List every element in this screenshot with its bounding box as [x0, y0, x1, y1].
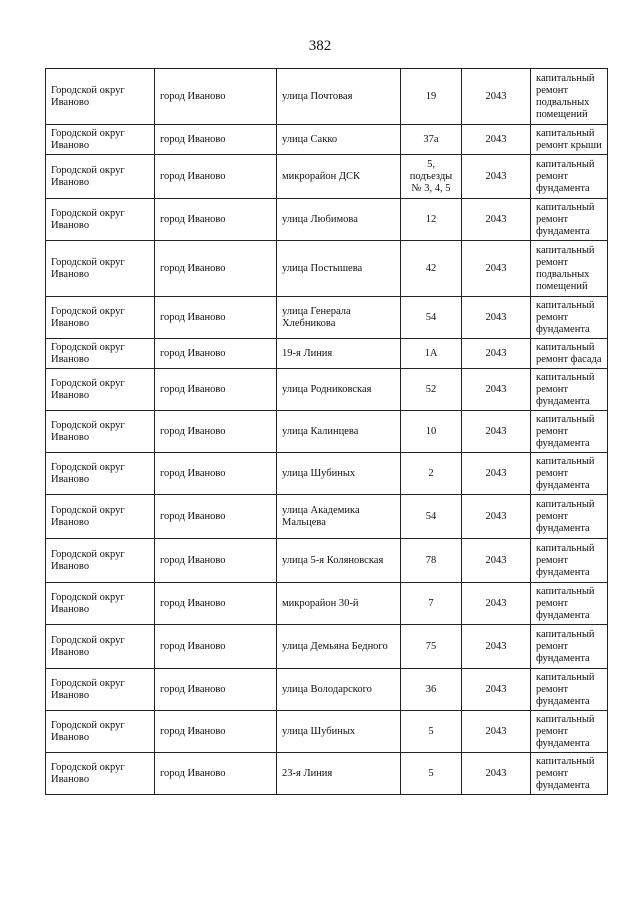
table-row	[46, 625, 608, 669]
house-number-cell-text: 19	[425, 90, 437, 102]
okrug-cell-text: Городской округ Иваново	[51, 504, 125, 528]
year-cell-text: 2043	[485, 90, 507, 102]
street-cell	[277, 199, 401, 241]
city-cell-text: город Иваново	[160, 640, 226, 652]
street-cell-text: улица Володарского	[282, 683, 372, 695]
work-type-cell	[531, 539, 608, 583]
work-type-cell	[531, 711, 608, 753]
house-number-cell	[401, 625, 462, 669]
street-cell	[277, 711, 401, 753]
street-cell-text: улица Шубиных	[282, 467, 356, 479]
year-cell-text: 2043	[485, 425, 507, 437]
street-cell	[277, 411, 401, 453]
okrug-cell	[46, 125, 155, 155]
house-number-cell	[401, 669, 462, 711]
city-cell-text: город Иваново	[160, 554, 226, 566]
house-number-cell-text: 75	[425, 640, 437, 652]
year-cell	[462, 125, 531, 155]
street-cell-text: 19-я Линия	[282, 347, 333, 359]
work-type-cell	[531, 495, 608, 539]
okrug-cell	[46, 711, 155, 753]
city-cell	[155, 669, 277, 711]
okrug-cell	[46, 69, 155, 125]
street-cell	[277, 339, 401, 369]
city-cell	[155, 125, 277, 155]
street-cell	[277, 453, 401, 495]
work-type-cell-text: капитальный ремонт фундамента	[536, 671, 595, 707]
house-number-cell	[401, 369, 462, 411]
okrug-cell-text: Городской округ Иваново	[51, 419, 125, 443]
year-cell-text: 2043	[485, 597, 507, 609]
house-number-cell-text: 37а	[423, 133, 439, 145]
work-type-cell	[531, 69, 608, 125]
city-cell-text: город Иваново	[160, 767, 226, 779]
year-cell-text: 2043	[485, 383, 507, 395]
work-type-cell-text: капитальный ремонт фасада	[536, 341, 602, 365]
street-cell-text: улица Родниковская	[282, 383, 372, 395]
table-row	[46, 369, 608, 411]
work-type-cell-text: капитальный ремонт фундамента	[536, 158, 595, 194]
work-type-cell	[531, 453, 608, 495]
city-cell	[155, 625, 277, 669]
okrug-cell	[46, 339, 155, 369]
house-number-cell-text: 5, подъезды № 3, 4, 5	[409, 158, 453, 194]
street-cell	[277, 155, 401, 199]
okrug-cell	[46, 753, 155, 795]
year-cell	[462, 753, 531, 795]
okrug-cell-text: Городской округ Иваново	[51, 719, 125, 743]
house-number-cell	[401, 753, 462, 795]
year-cell	[462, 241, 531, 297]
house-number-cell	[401, 453, 462, 495]
okrug-cell-text: Городской округ Иваново	[51, 591, 125, 615]
street-cell-text: улица Сакко	[282, 133, 338, 145]
house-number-cell	[401, 125, 462, 155]
house-number-cell	[401, 583, 462, 625]
year-cell-text: 2043	[485, 262, 507, 274]
table-row	[46, 495, 608, 539]
city-cell	[155, 199, 277, 241]
table-row	[46, 753, 608, 795]
city-cell-text: город Иваново	[160, 683, 226, 695]
house-number-cell	[401, 241, 462, 297]
okrug-cell	[46, 241, 155, 297]
year-cell	[462, 495, 531, 539]
year-cell	[462, 199, 531, 241]
work-type-cell-text: капитальный ремонт фундамента	[536, 585, 595, 621]
city-cell	[155, 495, 277, 539]
work-type-cell-text: капитальный ремонт фундамента	[536, 628, 595, 664]
table-row	[46, 339, 608, 369]
house-number-cell-text: 7	[428, 597, 434, 609]
year-cell-text: 2043	[485, 554, 507, 566]
city-cell	[155, 241, 277, 297]
work-type-cell-text: капитальный ремонт фундамента	[536, 755, 595, 791]
okrug-cell-text: Городской округ Иваново	[51, 761, 125, 785]
city-cell-text: город Иваново	[160, 213, 226, 225]
house-number-cell-text: 10	[425, 425, 437, 437]
house-number-cell	[401, 495, 462, 539]
okrug-cell-text: Городской округ Иваново	[51, 84, 125, 108]
okrug-cell-text: Городской округ Иваново	[51, 305, 125, 329]
table-row	[46, 125, 608, 155]
street-cell	[277, 669, 401, 711]
street-cell	[277, 69, 401, 125]
table-row	[46, 199, 608, 241]
house-number-cell	[401, 711, 462, 753]
city-cell	[155, 539, 277, 583]
city-cell-text: город Иваново	[160, 597, 226, 609]
city-cell-text: город Иваново	[160, 262, 226, 274]
table-row	[46, 669, 608, 711]
okrug-cell	[46, 583, 155, 625]
house-number-cell-text: 36	[425, 683, 437, 695]
okrug-cell-text: Городской округ Иваново	[51, 548, 125, 572]
city-cell	[155, 583, 277, 625]
house-number-cell-text: 54	[425, 510, 437, 522]
okrug-cell	[46, 495, 155, 539]
year-cell-text: 2043	[485, 311, 507, 323]
table-row	[46, 297, 608, 339]
work-type-cell	[531, 155, 608, 199]
okrug-cell	[46, 155, 155, 199]
okrug-cell-text: Городской округ Иваново	[51, 127, 125, 151]
street-cell-text: микрорайон 30-й	[282, 597, 359, 609]
street-cell-text: улица Демьяна Бедного	[282, 640, 388, 652]
repair-registry-table	[45, 68, 608, 795]
table-row	[46, 69, 608, 125]
street-cell-text: улица Постышева	[282, 262, 363, 274]
street-cell-text: микрорайон ДСК	[282, 170, 361, 182]
work-type-cell-text: капитальный ремонт подвальных помещений	[536, 72, 595, 120]
work-type-cell	[531, 753, 608, 795]
table-row	[46, 155, 608, 199]
work-type-cell-text: капитальный ремонт фундамента	[536, 299, 595, 335]
street-cell	[277, 583, 401, 625]
house-number-cell-text: 52	[425, 383, 437, 395]
work-type-cell	[531, 125, 608, 155]
year-cell-text: 2043	[485, 640, 507, 652]
city-cell-text: город Иваново	[160, 425, 226, 437]
city-cell	[155, 155, 277, 199]
street-cell	[277, 539, 401, 583]
work-type-cell-text: капитальный ремонт фундамента	[536, 713, 595, 749]
house-number-cell	[401, 199, 462, 241]
year-cell	[462, 625, 531, 669]
year-cell	[462, 155, 531, 199]
street-cell	[277, 625, 401, 669]
table-row	[46, 241, 608, 297]
okrug-cell	[46, 625, 155, 669]
street-cell-text: улица Шубиных	[282, 725, 356, 737]
city-cell	[155, 69, 277, 125]
year-cell	[462, 453, 531, 495]
okrug-cell-text: Городской округ Иваново	[51, 164, 125, 188]
year-cell-text: 2043	[485, 170, 507, 182]
work-type-cell	[531, 199, 608, 241]
city-cell-text: город Иваново	[160, 133, 226, 145]
city-cell-text: город Иваново	[160, 347, 226, 359]
year-cell	[462, 669, 531, 711]
okrug-cell-text: Городской округ Иваново	[51, 207, 125, 231]
city-cell	[155, 339, 277, 369]
year-cell-text: 2043	[485, 347, 507, 359]
table-row	[46, 411, 608, 453]
street-cell	[277, 369, 401, 411]
okrug-cell	[46, 669, 155, 711]
city-cell	[155, 453, 277, 495]
house-number-cell-text: 5	[428, 725, 434, 737]
house-number-cell-text: 42	[425, 262, 437, 274]
city-cell	[155, 411, 277, 453]
work-type-cell-text: капитальный ремонт крыши	[536, 127, 602, 151]
year-cell-text: 2043	[485, 725, 507, 737]
city-cell-text: город Иваново	[160, 311, 226, 323]
table-row	[46, 583, 608, 625]
work-type-cell-text: капитальный ремонт фундамента	[536, 413, 595, 449]
year-cell	[462, 539, 531, 583]
street-cell	[277, 125, 401, 155]
year-cell-text: 2043	[485, 683, 507, 695]
okrug-cell	[46, 453, 155, 495]
okrug-cell-text: Городской округ Иваново	[51, 634, 125, 658]
house-number-cell-text: 54	[425, 311, 437, 323]
street-cell-text: улица Генерала Хлебникова	[282, 305, 351, 329]
year-cell	[462, 711, 531, 753]
work-type-cell	[531, 625, 608, 669]
registry-table-body	[46, 69, 608, 795]
street-cell-text: улица Почтовая	[282, 90, 353, 102]
okrug-cell	[46, 369, 155, 411]
house-number-cell	[401, 339, 462, 369]
house-number-cell	[401, 539, 462, 583]
year-cell	[462, 339, 531, 369]
okrug-cell-text: Городской округ Иваново	[51, 461, 125, 485]
year-cell	[462, 369, 531, 411]
house-number-cell-text: 5	[428, 767, 434, 779]
street-cell-text: улица Академика Мальцева	[282, 504, 360, 528]
street-cell	[277, 495, 401, 539]
year-cell-text: 2043	[485, 133, 507, 145]
year-cell	[462, 69, 531, 125]
city-cell-text: город Иваново	[160, 725, 226, 737]
house-number-cell	[401, 411, 462, 453]
page-number: 382	[308, 38, 332, 54]
table-row	[46, 539, 608, 583]
table-row	[46, 453, 608, 495]
city-cell-text: город Иваново	[160, 383, 226, 395]
city-cell-text: город Иваново	[160, 90, 226, 102]
street-cell	[277, 241, 401, 297]
okrug-cell-text: Городской округ Иваново	[51, 677, 125, 701]
work-type-cell	[531, 669, 608, 711]
street-cell-text: улица 5-я Коляновская	[282, 554, 384, 566]
street-cell	[277, 297, 401, 339]
year-cell-text: 2043	[485, 767, 507, 779]
city-cell-text: город Иваново	[160, 170, 226, 182]
work-type-cell-text: капитальный ремонт фундамента	[536, 498, 595, 534]
work-type-cell-text: капитальный ремонт фундамента	[536, 455, 595, 491]
okrug-cell-text: Городской округ Иваново	[51, 256, 125, 280]
work-type-cell-text: капитальный ремонт фундамента	[536, 542, 595, 578]
work-type-cell-text: капитальный ремонт подвальных помещений	[536, 244, 595, 292]
house-number-cell-text: 2	[428, 467, 434, 479]
okrug-cell	[46, 539, 155, 583]
house-number-cell	[401, 297, 462, 339]
house-number-cell	[401, 155, 462, 199]
year-cell	[462, 297, 531, 339]
city-cell	[155, 711, 277, 753]
work-type-cell	[531, 411, 608, 453]
year-cell-text: 2043	[485, 510, 507, 522]
work-type-cell-text: капитальный ремонт фундамента	[536, 371, 595, 407]
street-cell-text: 23-я Линия	[282, 767, 333, 779]
house-number-cell-text: 78	[425, 554, 437, 566]
work-type-cell-text: капитальный ремонт фундамента	[536, 201, 595, 237]
city-cell	[155, 753, 277, 795]
city-cell-text: город Иваново	[160, 467, 226, 479]
city-cell-text: город Иваново	[160, 510, 226, 522]
okrug-cell-text: Городской округ Иваново	[51, 341, 125, 365]
year-cell	[462, 411, 531, 453]
okrug-cell	[46, 199, 155, 241]
work-type-cell	[531, 369, 608, 411]
city-cell	[155, 297, 277, 339]
house-number-cell	[401, 69, 462, 125]
table-row	[46, 711, 608, 753]
year-cell-text: 2043	[485, 467, 507, 479]
city-cell	[155, 369, 277, 411]
okrug-cell-text: Городской округ Иваново	[51, 377, 125, 401]
okrug-cell	[46, 411, 155, 453]
year-cell	[462, 583, 531, 625]
house-number-cell-text: 1А	[424, 347, 438, 359]
work-type-cell	[531, 339, 608, 369]
street-cell	[277, 753, 401, 795]
street-cell-text: улица Любимова	[282, 213, 358, 225]
house-number-cell-text: 12	[425, 213, 437, 225]
work-type-cell	[531, 241, 608, 297]
work-type-cell	[531, 297, 608, 339]
okrug-cell	[46, 297, 155, 339]
work-type-cell	[531, 583, 608, 625]
year-cell-text: 2043	[485, 213, 507, 225]
street-cell-text: улица Калинцева	[282, 425, 359, 437]
